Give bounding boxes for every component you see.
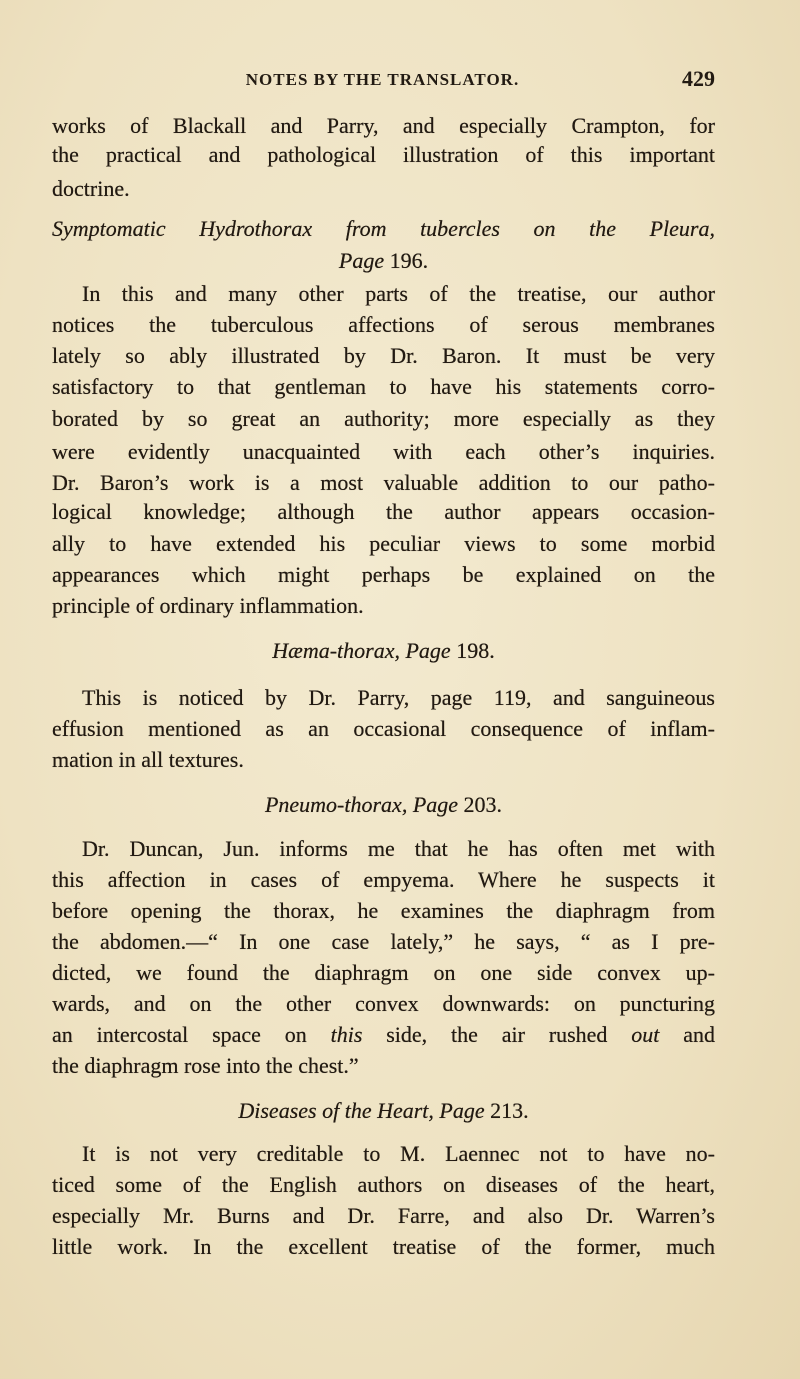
text-segment: before opening the thorax, he examines the diaphragm from — [52, 898, 715, 923]
text-segment: This is noticed by Dr. Parry, page 119, and sanguineous — [82, 685, 715, 710]
text-segment: In this and many other parts of the treatise, our author — [82, 281, 715, 306]
italic-text: this — [330, 1022, 363, 1047]
text-segment: mation in all textures. — [52, 747, 244, 772]
text-segment: the practical and pathological illustration of this important — [52, 142, 715, 167]
text-segment: 203. — [463, 792, 503, 817]
text-line — [52, 141, 715, 169]
text-segment: doctrine. — [52, 176, 130, 201]
text-line — [52, 112, 715, 140]
text-segment: ally to have extended his peculiar views to some morbid — [52, 531, 715, 556]
text-segment: notices the tuberculous affections of serous membranes — [52, 312, 715, 337]
text-segment: and — [659, 1022, 715, 1047]
italic-text: Diseases of the Heart, Page — [238, 1098, 491, 1123]
text-line — [52, 373, 715, 401]
text-line — [52, 280, 715, 308]
text-line — [52, 592, 715, 620]
text-segment: 213. — [490, 1098, 529, 1123]
text-line — [52, 530, 715, 558]
italic-text: out — [631, 1022, 660, 1047]
text-segment: works of Blackall and Parry, and especially Crampton, for — [52, 113, 715, 138]
text-line — [52, 866, 715, 894]
page-number: 429 — [682, 66, 715, 91]
text-segment: Dr. Duncan, Jun. informs me that he has often met with — [82, 836, 715, 861]
section-heading — [52, 247, 715, 275]
section-heading — [52, 791, 715, 819]
text-line — [52, 684, 715, 712]
text-segment: 196. — [389, 248, 429, 273]
text-segment: effusion mentioned as an occasional consequence of inflam- — [52, 716, 715, 741]
text-segment: appearances which might perhaps be explained on the — [52, 562, 715, 587]
text-segment: 198. — [456, 638, 495, 663]
running-title: NOTES BY THE TRANSLATOR. — [245, 70, 520, 89]
section-heading — [52, 637, 715, 665]
page-header — [50, 66, 715, 94]
text-line — [52, 1140, 715, 1168]
text-segment: the diaphragm rose into the chest.” — [52, 1053, 359, 1078]
section-heading — [52, 1097, 715, 1125]
text-line — [52, 1021, 715, 1049]
text-segment: this affection in cases of empyema. Where he suspects it — [52, 867, 715, 892]
text-segment: principle of ordinary inflammation. — [52, 593, 364, 618]
text-line — [52, 928, 715, 956]
text-segment: Dr. Baron’s work is a most valuable addition to our patho- — [52, 470, 715, 495]
text-segment: borated by so great an authority; more especially as they — [52, 406, 715, 431]
text-segment: little work. In the excellent treatise of the former, much — [52, 1234, 715, 1259]
text-line — [52, 835, 715, 863]
section-heading — [52, 215, 715, 243]
text-line — [52, 438, 715, 466]
text-segment: ticed some of the English authors on diseases of the heart, — [52, 1172, 715, 1197]
text-line — [52, 715, 715, 743]
italic-text: Hæma-thorax, Page — [272, 638, 457, 663]
text-segment: the abdomen.—“ In one case lately,” he says, “ as I pre- — [52, 929, 715, 954]
text-line — [52, 342, 715, 370]
text-line — [52, 561, 715, 589]
italic-text: Symptomatic Hydrothorax from tubercles on the Pleura, — [52, 216, 715, 241]
text-line — [52, 405, 715, 433]
text-segment: side, the air rushed — [362, 1022, 632, 1047]
text-line — [52, 746, 715, 774]
text-segment: logical knowledge; although the author appears occasion- — [52, 499, 715, 524]
text-line — [52, 990, 715, 1018]
text-segment: dicted, we found the diaphragm on one side convex up- — [52, 960, 715, 985]
text-segment: especially Mr. Burns and Dr. Farre, and also Dr. Warren’s — [52, 1203, 715, 1228]
text-line — [52, 498, 715, 526]
text-line — [52, 1052, 715, 1080]
text-segment: It is not very creditable to M. Laennec not to have no- — [82, 1141, 715, 1166]
text-line — [52, 1233, 715, 1261]
text-segment: were evidently unacquainted with each other’s inquiries. — [52, 439, 715, 464]
text-segment: lately so ably illustrated by Dr. Baron. It must be very — [52, 343, 715, 368]
text-segment: an intercostal space on — [52, 1022, 331, 1047]
text-segment: wards, and on the other convex downwards: on puncturing — [52, 991, 715, 1016]
text-segment: satisfactory to that gentleman to have his statements corro- — [52, 374, 715, 399]
text-line — [52, 1171, 715, 1199]
text-line — [52, 959, 715, 987]
text-line — [52, 897, 715, 925]
text-line — [52, 1202, 715, 1230]
italic-text: Page — [338, 248, 390, 273]
text-line — [52, 469, 715, 497]
text-line — [52, 311, 715, 339]
italic-text: Pneumo-thorax, Page — [264, 792, 464, 817]
text-line — [52, 175, 715, 203]
